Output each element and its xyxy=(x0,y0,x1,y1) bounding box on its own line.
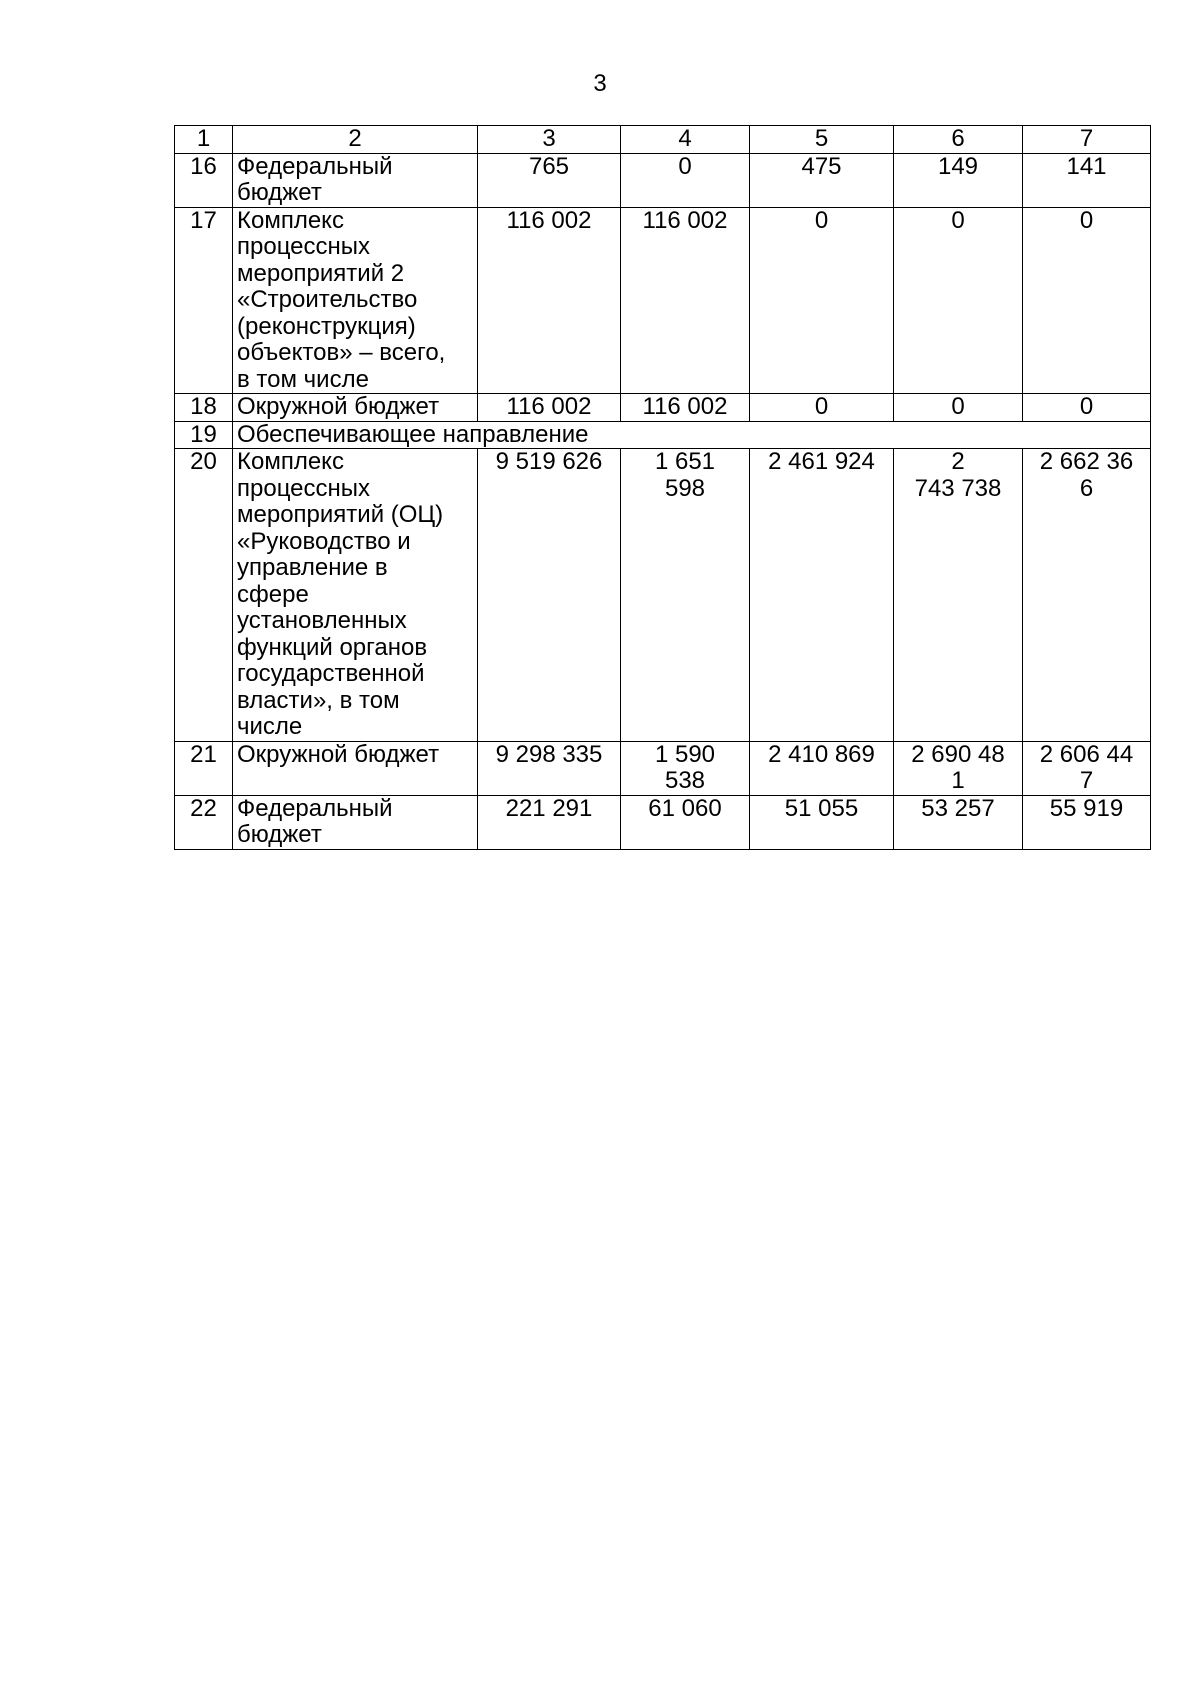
value-cell: 221 291 xyxy=(478,795,621,849)
value-cell: 2 743 738 xyxy=(894,449,1023,742)
value-cell: 61 060 xyxy=(621,795,750,849)
table-row xyxy=(175,207,1151,394)
row-number-cell: 16 xyxy=(175,153,233,207)
value-cell: 141 xyxy=(1023,153,1151,207)
table-row xyxy=(175,153,1151,207)
row-name-cell: Федеральный бюджет xyxy=(233,153,478,207)
value-cell: 765 xyxy=(478,153,621,207)
value-cell: 2 690 48 1 xyxy=(894,741,1023,795)
value-cell: 149 xyxy=(894,153,1023,207)
value-cell: 53 257 xyxy=(894,795,1023,849)
value-cell: 1 590 538 xyxy=(621,741,750,795)
row-number-cell: 18 xyxy=(175,394,233,422)
value-cell: 116 002 xyxy=(621,207,750,394)
row-number-cell: 19 xyxy=(175,421,233,449)
header-cell: 5 xyxy=(750,126,894,154)
value-cell: 0 xyxy=(894,207,1023,394)
row-name-cell: Комплекс процессных мероприятий 2 «Строительство (реконструкция) объектов» – всего, в том числе xyxy=(233,207,478,394)
budget-table xyxy=(174,125,1151,850)
value-cell: 1 651 598 xyxy=(621,449,750,742)
row-name-cell: Федеральный бюджет xyxy=(233,795,478,849)
value-cell: 55 919 xyxy=(1023,795,1151,849)
header-cell: 4 xyxy=(621,126,750,154)
row-name-cell: Комплекс процессных мероприятий (ОЦ) «Руководство и управление в сфере установленных функций органов государственной власти», в том числе xyxy=(233,449,478,742)
section-heading-cell: Обеспечивающее направление xyxy=(233,421,1151,449)
table-row xyxy=(175,394,1151,422)
header-cell: 2 xyxy=(233,126,478,154)
row-number-cell: 20 xyxy=(175,449,233,742)
value-cell: 0 xyxy=(1023,207,1151,394)
header-cell: 3 xyxy=(478,126,621,154)
value-cell: 0 xyxy=(894,394,1023,422)
value-cell: 2 461 924 xyxy=(750,449,894,742)
value-cell: 51 055 xyxy=(750,795,894,849)
header-cell: 6 xyxy=(894,126,1023,154)
value-cell: 9 519 626 xyxy=(478,449,621,742)
value-cell: 475 xyxy=(750,153,894,207)
value-cell: 2 410 869 xyxy=(750,741,894,795)
value-cell: 2 606 44 7 xyxy=(1023,741,1151,795)
value-cell: 0 xyxy=(750,394,894,422)
value-cell: 0 xyxy=(621,153,750,207)
row-name-cell: Окружной бюджет xyxy=(233,394,478,422)
value-cell: 116 002 xyxy=(478,207,621,394)
row-number-cell: 21 xyxy=(175,741,233,795)
header-cell: 1 xyxy=(175,126,233,154)
table-row xyxy=(175,795,1151,849)
value-cell: 0 xyxy=(1023,394,1151,422)
table-body xyxy=(175,126,1151,850)
table-row xyxy=(175,421,1151,449)
value-cell: 116 002 xyxy=(478,394,621,422)
table-header-row xyxy=(175,126,1151,154)
row-name-cell: Окружной бюджет xyxy=(233,741,478,795)
header-cell: 7 xyxy=(1023,126,1151,154)
row-number-cell: 17 xyxy=(175,207,233,394)
value-cell: 116 002 xyxy=(621,394,750,422)
page-number: 3 xyxy=(593,70,607,97)
value-cell: 2 662 36 6 xyxy=(1023,449,1151,742)
table-row xyxy=(175,741,1151,795)
table-row xyxy=(175,449,1151,742)
value-cell: 0 xyxy=(750,207,894,394)
row-number-cell: 22 xyxy=(175,795,233,849)
value-cell: 9 298 335 xyxy=(478,741,621,795)
